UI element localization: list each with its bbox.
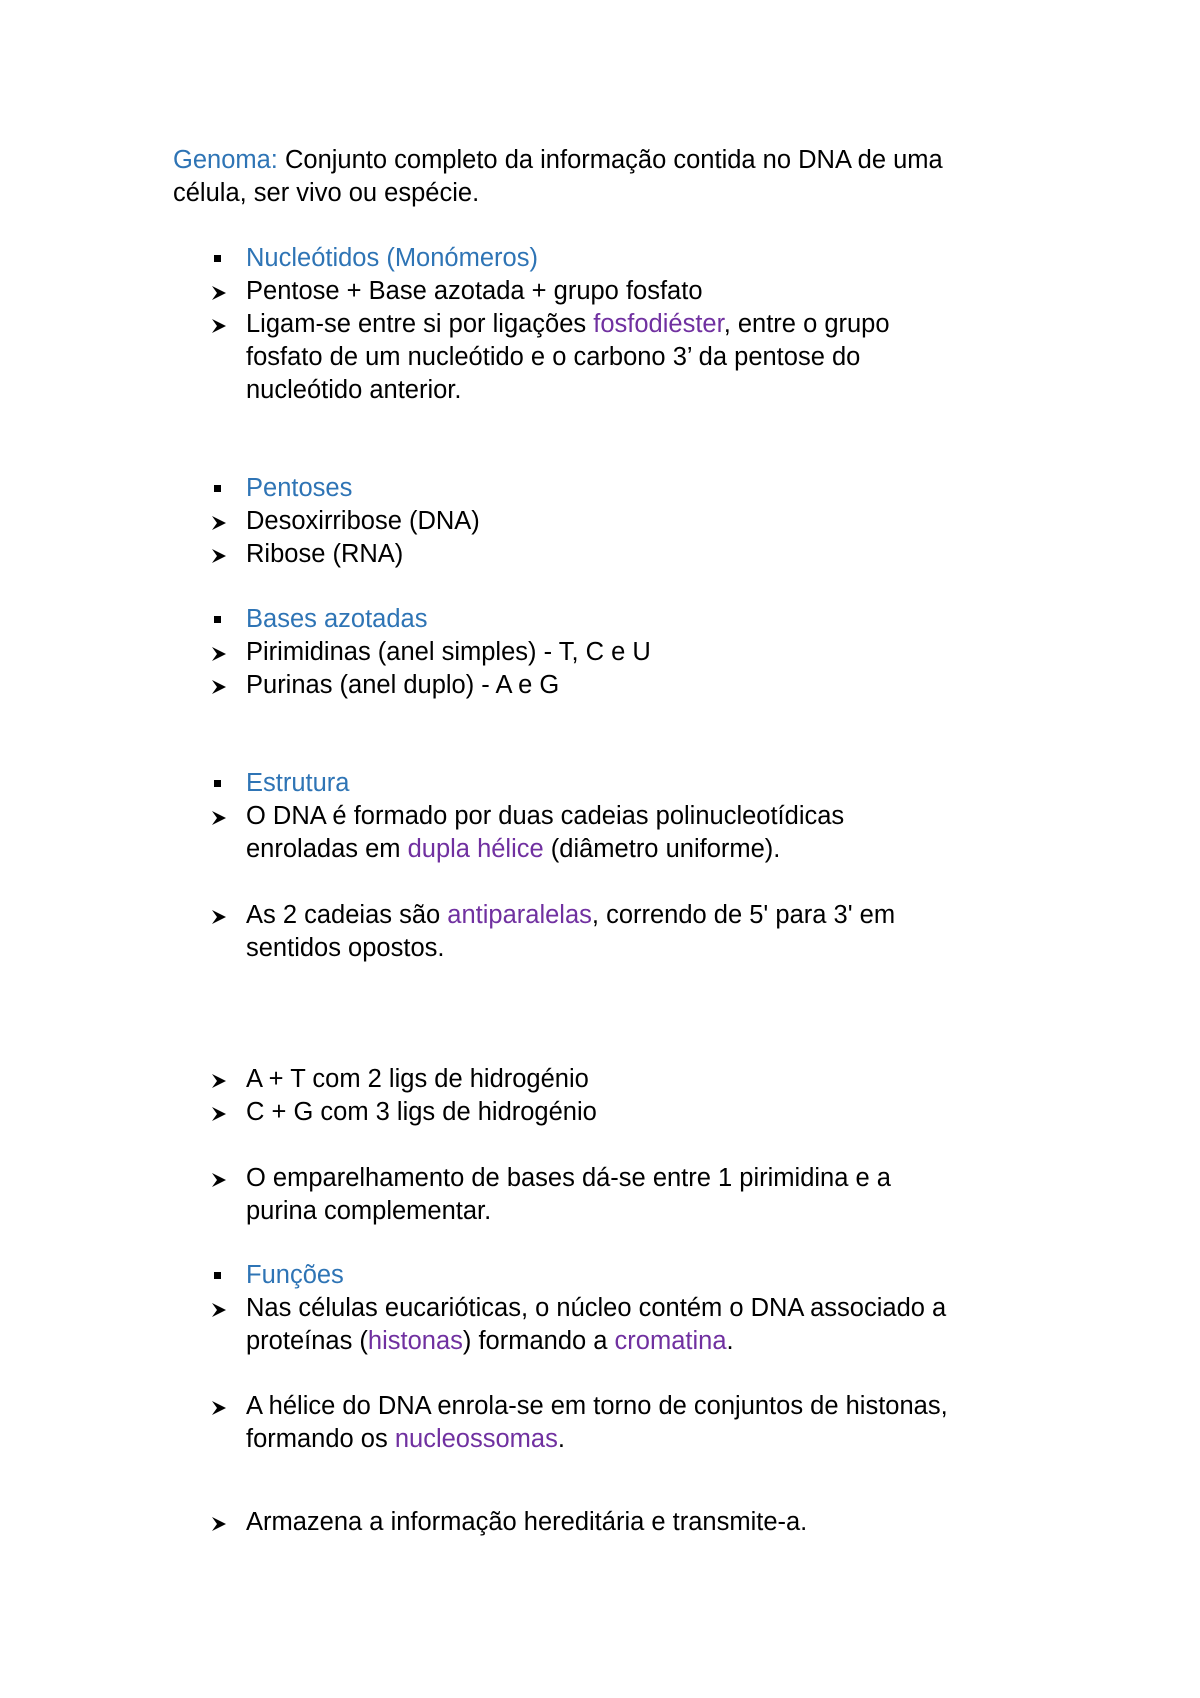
bullet-text: Nas células eucarióticas, o núcleo contém o DNA associado a — [246, 1294, 947, 1322]
arrow-bullet-icon — [210, 1399, 228, 1417]
arrow-bullet-icon — [210, 514, 228, 532]
bullet-text-continued: nucleótido anterior. — [246, 376, 462, 404]
text-span: formando os — [246, 1425, 395, 1453]
arrow-bullet-icon — [210, 645, 228, 663]
arrow-bullet-icon — [210, 908, 228, 926]
term-cromatina: cromatina — [614, 1327, 727, 1355]
term-nucleossomas: nucleossomas — [394, 1425, 558, 1453]
arrow-bullet-icon — [210, 1301, 228, 1319]
arrow-bullet-icon — [210, 809, 228, 827]
bullet-text-continued — [246, 1325, 734, 1358]
intro-line-2: célula, ser vivo ou espécie. — [173, 179, 480, 207]
text-span: ) formando a — [462, 1327, 615, 1355]
text-span: As 2 cadeias são — [246, 901, 448, 929]
text-span: enroladas em — [246, 835, 408, 863]
text-span: proteínas ( — [246, 1327, 368, 1355]
genoma-definition: Conjunto completo da informação contida no DNA de uma — [277, 146, 943, 174]
intro-line-1 — [173, 144, 943, 177]
bullet-text-continued: fosfato de um nucleótido e o carbono 3’ da pentose do — [246, 343, 861, 371]
arrow-bullet-icon — [210, 1171, 228, 1189]
term-fosfodiester: fosfodiéster — [593, 310, 724, 338]
bullet-text: Purinas (anel duplo) - A e G — [246, 671, 560, 699]
section-heading-bases-azotadas: Bases azotadas — [246, 605, 428, 633]
bullet-text: Pentose + Base azotada + grupo fosfato — [246, 277, 703, 305]
bullet-text-continued: purina complementar. — [246, 1197, 492, 1225]
term-dupla-helice: dupla hélice — [407, 835, 544, 863]
section-heading-estrutura: Estrutura — [246, 769, 350, 797]
bullet-text: Armazena a informação hereditária e transmite-a. — [246, 1508, 808, 1536]
text-span: . — [726, 1327, 734, 1355]
bullet-text-continued: sentidos opostos. — [246, 934, 445, 962]
bullet-text: Ribose (RNA) — [246, 540, 404, 568]
bullet-text: O DNA é formado por duas cadeias polinucleotídicas — [246, 802, 845, 830]
bullet-text: Desoxirribose (DNA) — [246, 507, 480, 535]
text-span: , entre o grupo — [723, 310, 890, 338]
arrow-bullet-icon — [210, 678, 228, 696]
term-antiparalelas: antiparalelas — [447, 901, 592, 929]
arrow-bullet-icon — [210, 317, 228, 335]
square-bullet-icon — [214, 1272, 221, 1279]
text-span: (diâmetro uniforme). — [543, 835, 781, 863]
bullet-text — [246, 308, 890, 341]
section-heading-funcoes: Funções — [246, 1261, 344, 1289]
text-span: . — [557, 1425, 565, 1453]
bullet-text: Pirimidinas (anel simples) - T, C e U — [246, 638, 651, 666]
arrow-bullet-icon — [210, 547, 228, 565]
bullet-text: C + G com 3 ligs de hidrogénio — [246, 1098, 597, 1126]
bullet-text: O emparelhamento de bases dá-se entre 1 pirimidina e a — [246, 1164, 891, 1192]
term-histonas: histonas — [367, 1327, 463, 1355]
square-bullet-icon — [214, 616, 221, 623]
arrow-bullet-icon — [210, 1072, 228, 1090]
bullet-text: A + T com 2 ligs de hidrogénio — [246, 1065, 589, 1093]
genoma-label: Genoma: — [173, 146, 278, 174]
square-bullet-icon — [214, 485, 221, 492]
arrow-bullet-icon — [210, 1105, 228, 1123]
square-bullet-icon — [214, 780, 221, 787]
arrow-bullet-icon — [210, 284, 228, 302]
text-span: , correndo de 5' para 3' em — [591, 901, 896, 929]
bullet-text: A hélice do DNA enrola-se em torno de conjuntos de histonas, — [246, 1392, 948, 1420]
arrow-bullet-icon — [210, 1515, 228, 1533]
text-span: Ligam-se entre si por ligações — [246, 310, 594, 338]
section-heading-nucleotidos: Nucleótidos (Monómeros) — [246, 244, 538, 272]
square-bullet-icon — [214, 255, 221, 262]
bullet-text — [246, 899, 895, 932]
bullet-text-continued — [246, 833, 780, 866]
bullet-text-continued — [246, 1423, 565, 1456]
section-heading-pentoses: Pentoses — [246, 474, 353, 502]
